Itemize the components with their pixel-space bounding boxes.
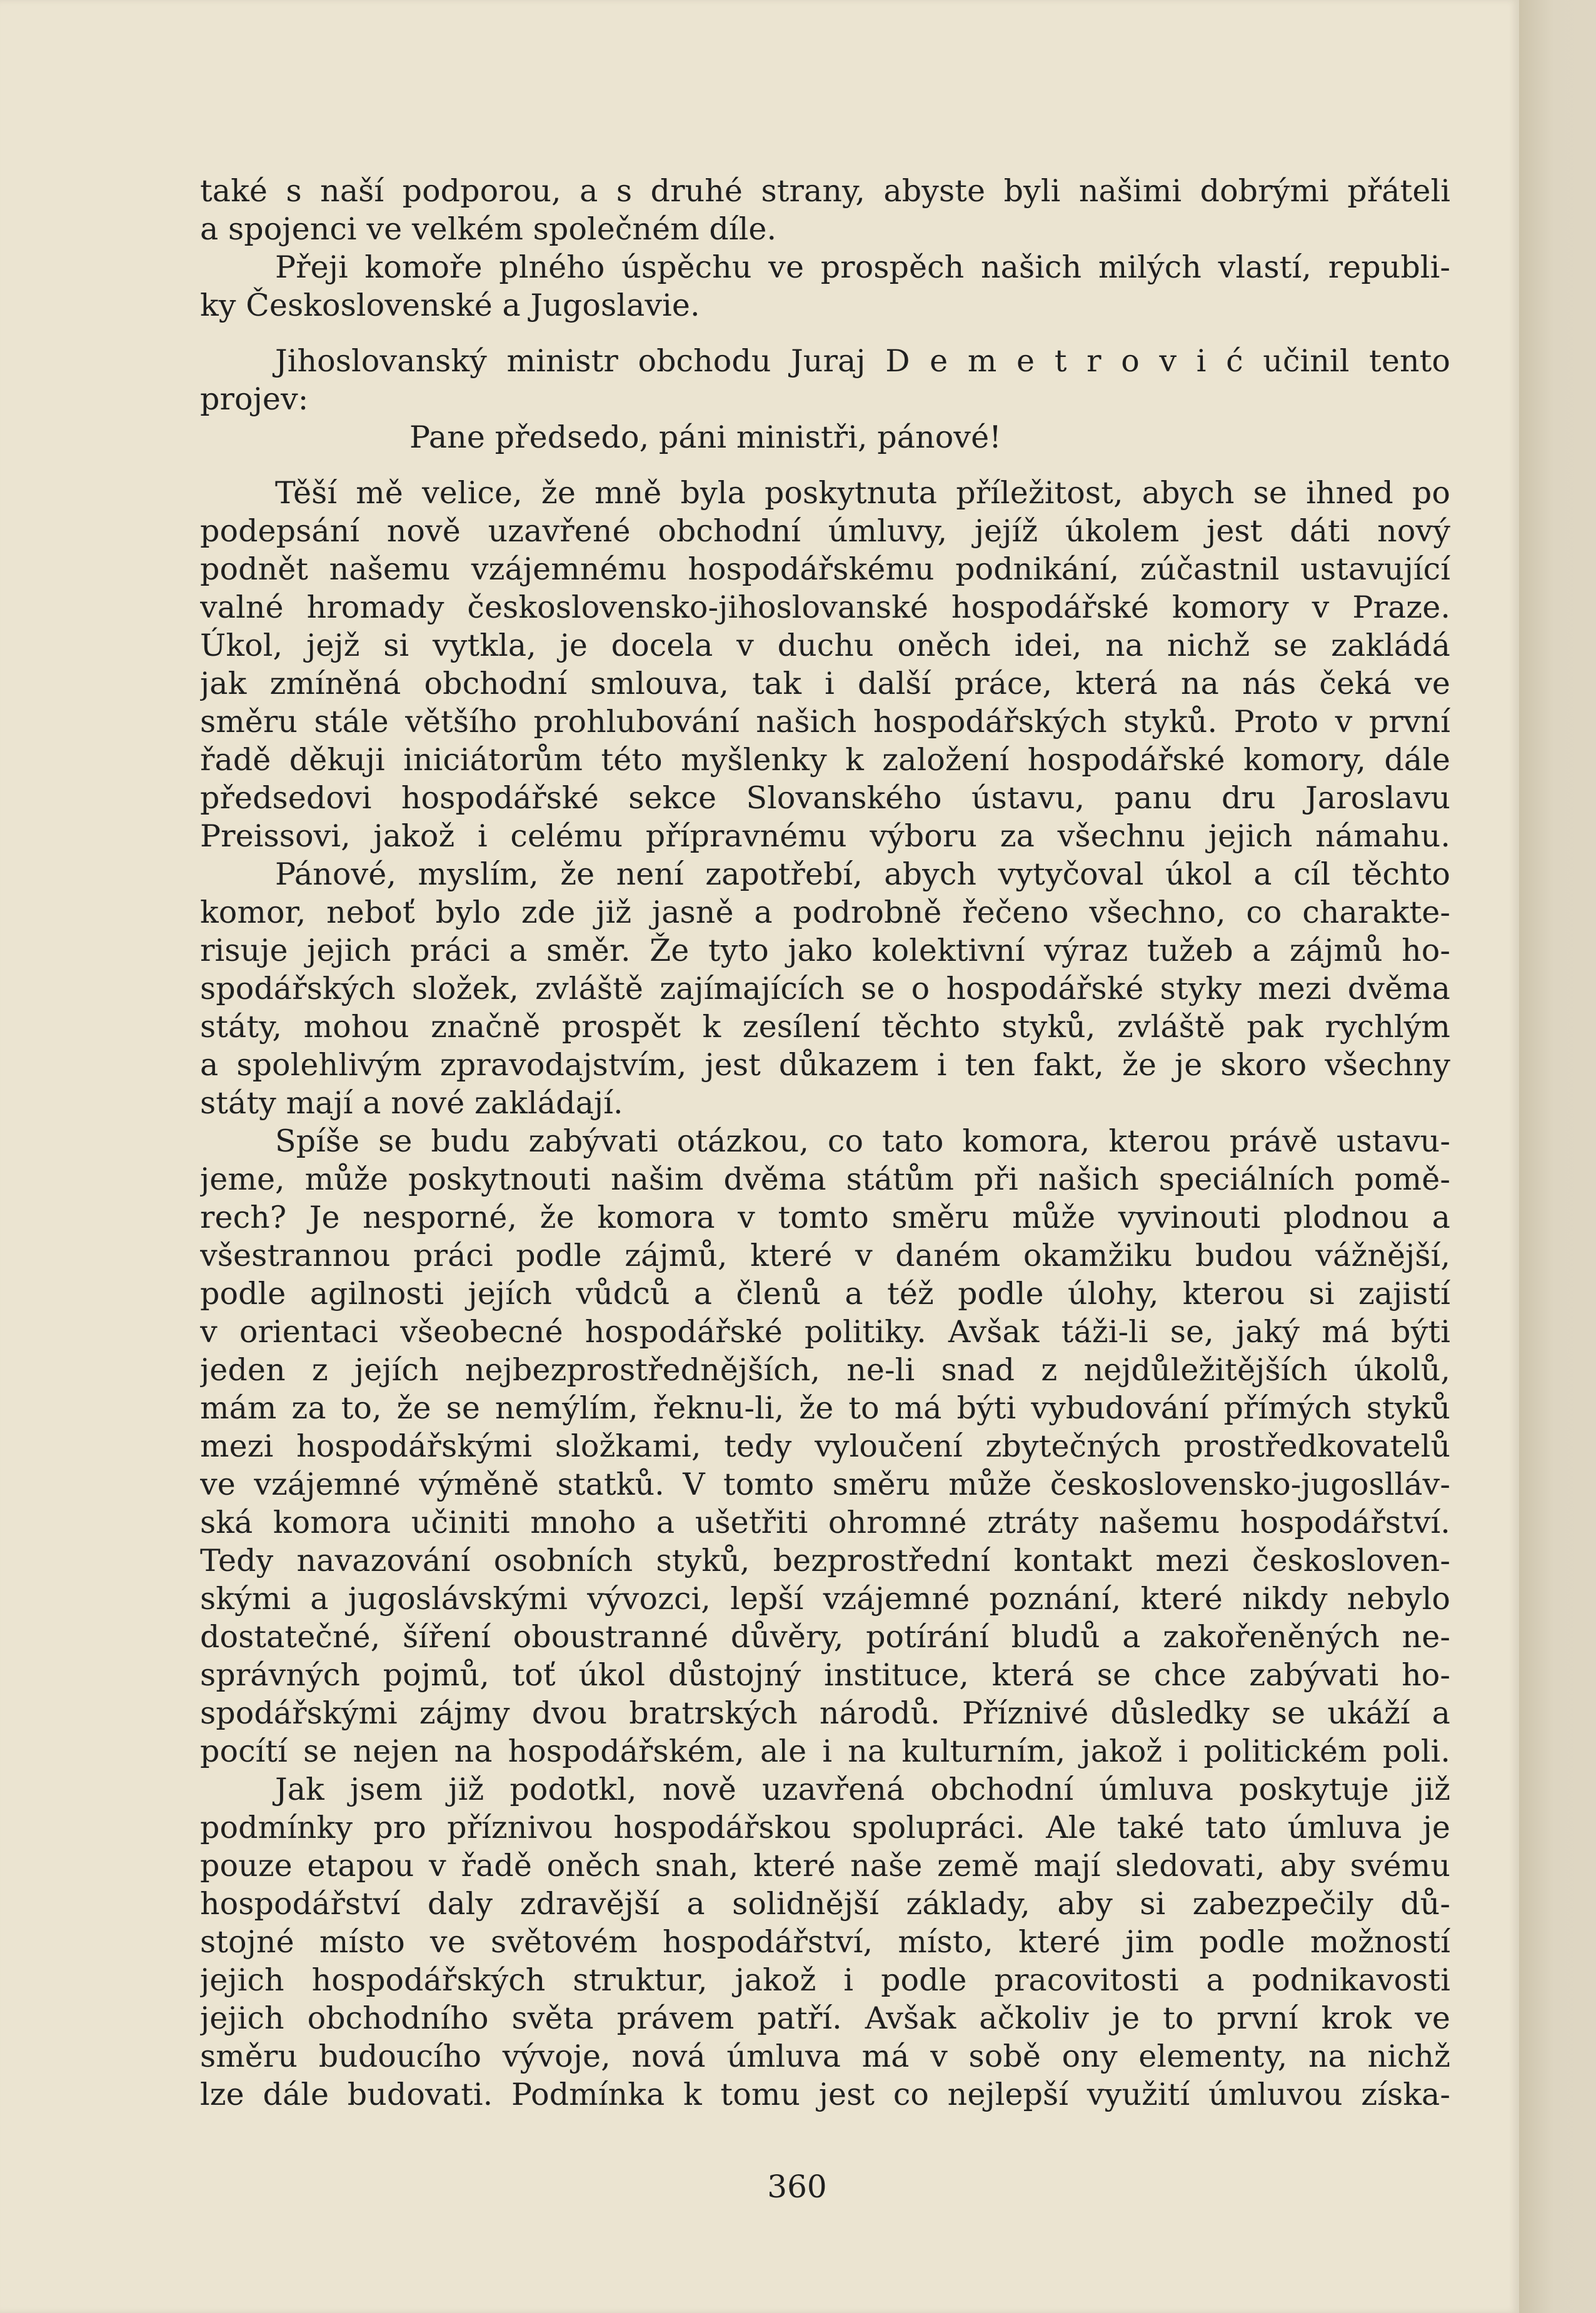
text-line: lze dále budovati. Podmínka k tomu jest co nejlepší využití úmluvou získa- (200, 2077, 1450, 2112)
text-line: pouze etapou v řadě oněch snah, které naše země mají sledovati, aby svému (200, 1848, 1450, 1884)
text-line: komor, neboť bylo zde již jasně a podrobně řečeno všechno, co charakte- (200, 895, 1450, 930)
text-line: jak zmíněná obchodní smlouva, tak i další práce, která na nás čeká ve (200, 666, 1450, 701)
text-line: předsedovi hospodářské sekce Slovanského ústavu, panu dru Jaroslavu (200, 780, 1450, 816)
text-line: směru budoucího vývoje, nová úmluva má v sobě ony elementy, na nichž (200, 2039, 1450, 2074)
text-line: správných pojmů, toť úkol důstojný instituce, která se chce zabývati ho- (200, 1657, 1450, 1693)
text-line: spodářskými zájmy dvou bratrských národů. Příznivé důsledky se ukáží a (200, 1695, 1450, 1731)
text-line: stojné místo ve světovém hospodářství, místo, které jim podle možností (200, 1924, 1450, 1960)
text-line: pocítí se nejen na hospodářském, ale i na kulturním, jakož i politickém poli. (200, 1733, 1450, 1769)
text-line: Tedy navazování osobních styků, bezprostřední kontakt mezi českosloven- (200, 1543, 1450, 1578)
text-line: risuje jejich práci a směr. Že tyto jako kolektivní výraz tužeb a zájmů ho- (200, 933, 1450, 968)
text-line: ky Československé a Jugoslavie. (200, 288, 700, 323)
text-line: Preissovi, jakož i celému přípravnému výboru za všechnu jejich námahu. (200, 818, 1450, 854)
text-line: Jak jsem již podotkl, nově uzavřená obchodní úmluva poskytuje již (275, 1772, 1450, 1807)
text-line: Spíše se budu zabývati otázkou, co tato komora, kterou právě ustavu- (275, 1123, 1450, 1159)
text-line: dostatečné, šíření oboustranné důvěry, potírání bludů a zakořeněných ne- (200, 1619, 1450, 1655)
text-line: v orientaci všeobecné hospodářské politiky. Avšak táži-li se, jaký má býti (200, 1314, 1450, 1350)
text-line: podnět našemu vzájemnému hospodářskému podnikání, zúčastnil ustavující (200, 551, 1450, 587)
text-line: mezi hospodářskými složkami, tedy vyloučení zbytečných prostředkovatelů (200, 1428, 1450, 1464)
text-line: podepsání nově uzavřené obchodní úmluvy, jejíž úkolem jest dáti nový (200, 513, 1450, 549)
text-line: Úkol, jejž si vytkla, je docela v duchu oněch idei, na nichž se zakládá (200, 628, 1450, 663)
text-line: projev: (200, 381, 309, 417)
text-line: a spolehlivým zpravodajstvím, jest důkazem i ten fakt, že je skoro všechny (200, 1047, 1450, 1083)
text-line: státy, mohou značně prospět k zesílení těchto styků, zvláště pak rychlým (200, 1009, 1450, 1045)
text-line: Jihoslovanský ministr obchodu Juraj D e m e t r o v i ć učinil tento (275, 343, 1450, 379)
text-line: hospodářství daly zdravější a solidnější základy, aby si zabezpečily dů- (200, 1886, 1450, 1922)
text-line: směru stále většího prohlubování našich hospodářských styků. Proto v první (200, 704, 1450, 740)
text-line: Pánové, myslím, že není zapotřebí, abych vytyčoval úkol a cíl těchto (275, 856, 1450, 892)
text-line: valné hromady československo-jihoslovanské hospodářské komory v Praze. (200, 590, 1450, 625)
text-line: jeden z jejích nejbezprostřednějších, ne-li snad z nejdůležitějších úkolů, (200, 1352, 1450, 1388)
page-number: 360 (767, 2169, 827, 2205)
text-line: skými a jugoslávskými vývozci, lepší vzájemné poznání, které nikdy nebylo (200, 1581, 1450, 1617)
text-line: ve vzájemné výměně statků. V tomto směru může československo-jugoslláv- (200, 1467, 1450, 1502)
text-line: všestrannou práci podle zájmů, které v daném okamžiku budou vážnější, (200, 1238, 1450, 1273)
text-line: rech? Je nesporné, že komora v tomto směru může vyvinouti plodnou a (200, 1200, 1450, 1235)
text-line: státy mají a nové zakládají. (200, 1085, 623, 1121)
text-line: jejich hospodářských struktur, jakož i podle pracovitosti a podnikavosti (200, 1962, 1450, 1998)
text-line: mám za to, že se nemýlím, řeknu-li, že to má býti vybudování přímých styků (200, 1390, 1450, 1426)
text-line: ská komora učiniti mnoho a ušetřiti ohromné ztráty našemu hospodářství. (200, 1505, 1450, 1540)
text-line: jeme, může poskytnouti našim dvěma státům při našich speciálních pomě- (200, 1162, 1450, 1197)
text-line: také s naší podporou, a s druhé strany, abyste byli našimi dobrými přáteli (200, 173, 1450, 209)
text-line: Těší mě velice, že mně byla poskytnuta příležitost, abych se ihned po (275, 475, 1450, 511)
text-line: Přeji komoře plného úspěchu ve prospěch našich milých vlastí, republi- (275, 249, 1450, 285)
text-line: podmínky pro příznivou hospodářskou spolupráci. Ale také tato úmluva je (200, 1810, 1450, 1845)
page-text-block (200, 172, 1450, 2114)
text-line: spodářských složek, zvláště zajímajících se o hospodářské styky mezi dvěma (200, 971, 1450, 1006)
text-line: podle agilnosti jejích vůdců a členů a též podle úlohy, kterou si zajistí (200, 1276, 1450, 1312)
speech-salutation: Pane předsedo, páni ministři, pánové! (409, 419, 1001, 455)
paragraph-spacer (200, 324, 1450, 342)
text-line: jejich obchodního světa právem patří. Avšak ačkoliv je to první krok ve (200, 2000, 1450, 2036)
text-line: řadě děkuji iniciátorům této myšlenky k založení hospodářské komory, dále (200, 742, 1450, 778)
scan-edge-shadow (1519, 0, 1596, 2313)
text-line: a spojenci ve velkém společném díle. (200, 211, 777, 247)
paragraph-spacer (200, 456, 1450, 474)
